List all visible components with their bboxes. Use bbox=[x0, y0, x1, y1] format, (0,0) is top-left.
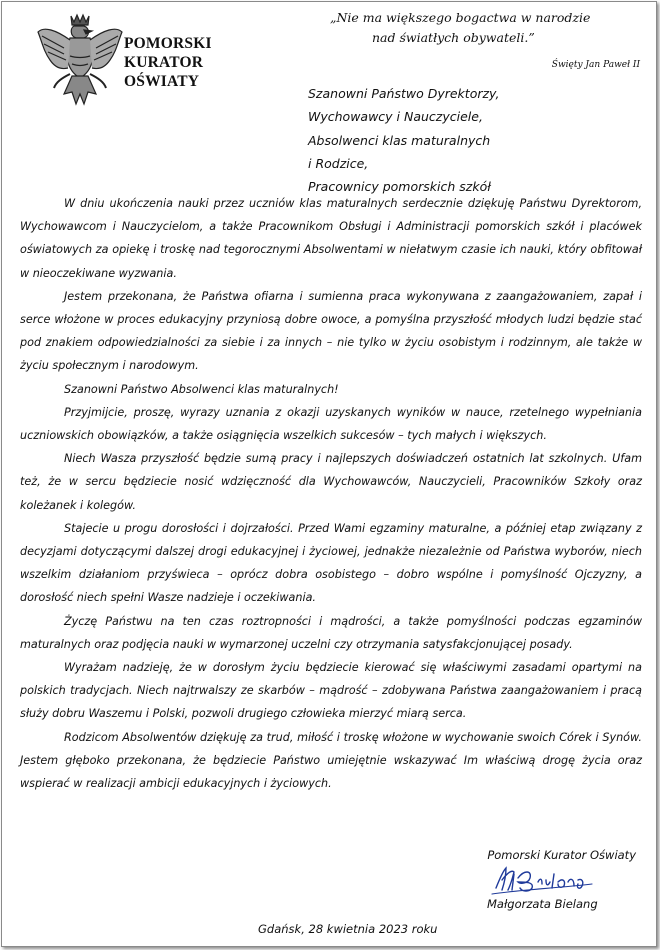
paragraph: Rodzicom Absolwentów dziękuję za trud, miłość i troskę włożone w wychowanie swoich Córek i Synów. Jestem głęboko przekonana, że będziecie Państwo umiejętnie wskazywać Im właściwą drogę życia oraz wspierać w realizacji ambicji edukacyjnych i życiowych. bbox=[20, 730, 642, 791]
org-line-2: KURATOR bbox=[124, 54, 204, 71]
letter-body bbox=[20, 192, 642, 795]
paragraph: Niech Wasza przyszłość będzie sumą pracy i najlepszych doświadczeń ostatnich lat szkolnych. Ufam też, że w sercu będziecie nosić wdzięczność dla Wychowawców, Nauczycieli, Pracowników Szkoły oraz koleżanek i kolegów. bbox=[20, 452, 642, 512]
salutation-line: Pracownicy pomorskich szkół bbox=[308, 179, 491, 195]
paragraph: W dniu ukończenia nauki przez uczniów klas maturalnych serdecznie dziękuję Państwu Dyrektorom, Wychowawcom i Nauczycielom, a także Pracownikom Obsługi i Administracji pomorskich szkół i placówek oświatowych za opiekę i troskę nad tegorocznymi Absolwentami w niełatwym czasie ich nauki, który obfitował w nieoczekiwane wyzwania. bbox=[20, 197, 642, 280]
quote-line-1: „Nie ma większego bogactwa w narodzie bbox=[330, 10, 591, 25]
handwritten-signature bbox=[488, 860, 598, 900]
salutation-line: Szanowni Państwo Dyrektorzy, bbox=[308, 86, 500, 101]
org-line-1: POMORSKI bbox=[124, 35, 212, 52]
paragraph: Przyjmijcie, proszę, wyrazy uznania z okazji uzyskanych wyników w nauce, rzetelnego wypełniania uczniowskich obowiązków, a także osiągnięcia wszelkich sukcesów – tych małych i większych. bbox=[20, 405, 642, 443]
quote-line-2: nad światłych obywateli.” bbox=[372, 30, 535, 45]
salutation bbox=[308, 82, 499, 198]
motto-quote bbox=[330, 8, 590, 48]
org-line-3: OŚWIATY bbox=[124, 73, 200, 90]
paragraph: Szanowni Państwo Absolwenci klas maturalnych! bbox=[64, 382, 339, 396]
paragraph: Wyrażam nadzieję, że w dorosłym życiu będziecie kierować się właściwymi zasadami opartymi na polskich tradycjach. Niech najtrwalszy ze skarbów – mądrość – zdobywana Państwa zaangażowaniem i pracą służy dobru Waszemu i Polski, pozwoli drugiego człowieka mierzyć miarą serca. bbox=[20, 661, 642, 721]
signatory-title: Pomorski Kurator Oświaty bbox=[487, 848, 636, 862]
paragraph: Stajecie u progu dorosłości i dojrzałości. Przed Wami egzaminy maturalne, a później etap związany z decyzjami dotyczącymi dalszej drogi edukacyjnej i życiowej, jednakże niezależnie od Państwa wyborów, niech wszelkim działaniom przyświeca – oprócz dobra osobistego – dobro wspólne i pomyślność Ojczyzny, a dorosłość niech spełni Wasze nadzieje i oczekiwania. bbox=[20, 521, 642, 605]
salutation-line: Absolwenci klas maturalnych bbox=[308, 132, 491, 148]
signatory-name: Małgorzata Bielang bbox=[487, 897, 598, 911]
quote-author: Święty Jan Paweł II bbox=[551, 60, 640, 70]
place-and-date: Gdańsk, 28 kwietnia 2023 roku bbox=[258, 922, 438, 936]
salutation-line: i Rodzice, bbox=[308, 155, 369, 171]
salutation-line: Wychowawcy i Nauczyciele, bbox=[308, 109, 483, 125]
organization-name bbox=[124, 34, 212, 91]
polish-eagle-icon bbox=[34, 12, 124, 112]
paragraph: Jestem przekonana, że Państwa ofiarna i sumienna praca wykonywana z zaangażowaniem, zapał i serce włożone w proces edukacyjny przyniosą dobre owoce, a pomyślna przyszłość młodych ludzi będzie stać pod znakiem odpowiedzialności za siebie i za innych – nie tylko w życiu osobistym i rodzinnym, ale także w życiu społecznym i narodowym. bbox=[20, 289, 642, 373]
paragraph: Życzę Państwu na ten czas roztropności i mądrości, a także pomyślności podczas egzaminów maturalnych oraz podjęcia nauki w wymarzonej uczelni czy otrzymania satysfakcjonującej posady. bbox=[20, 614, 642, 651]
